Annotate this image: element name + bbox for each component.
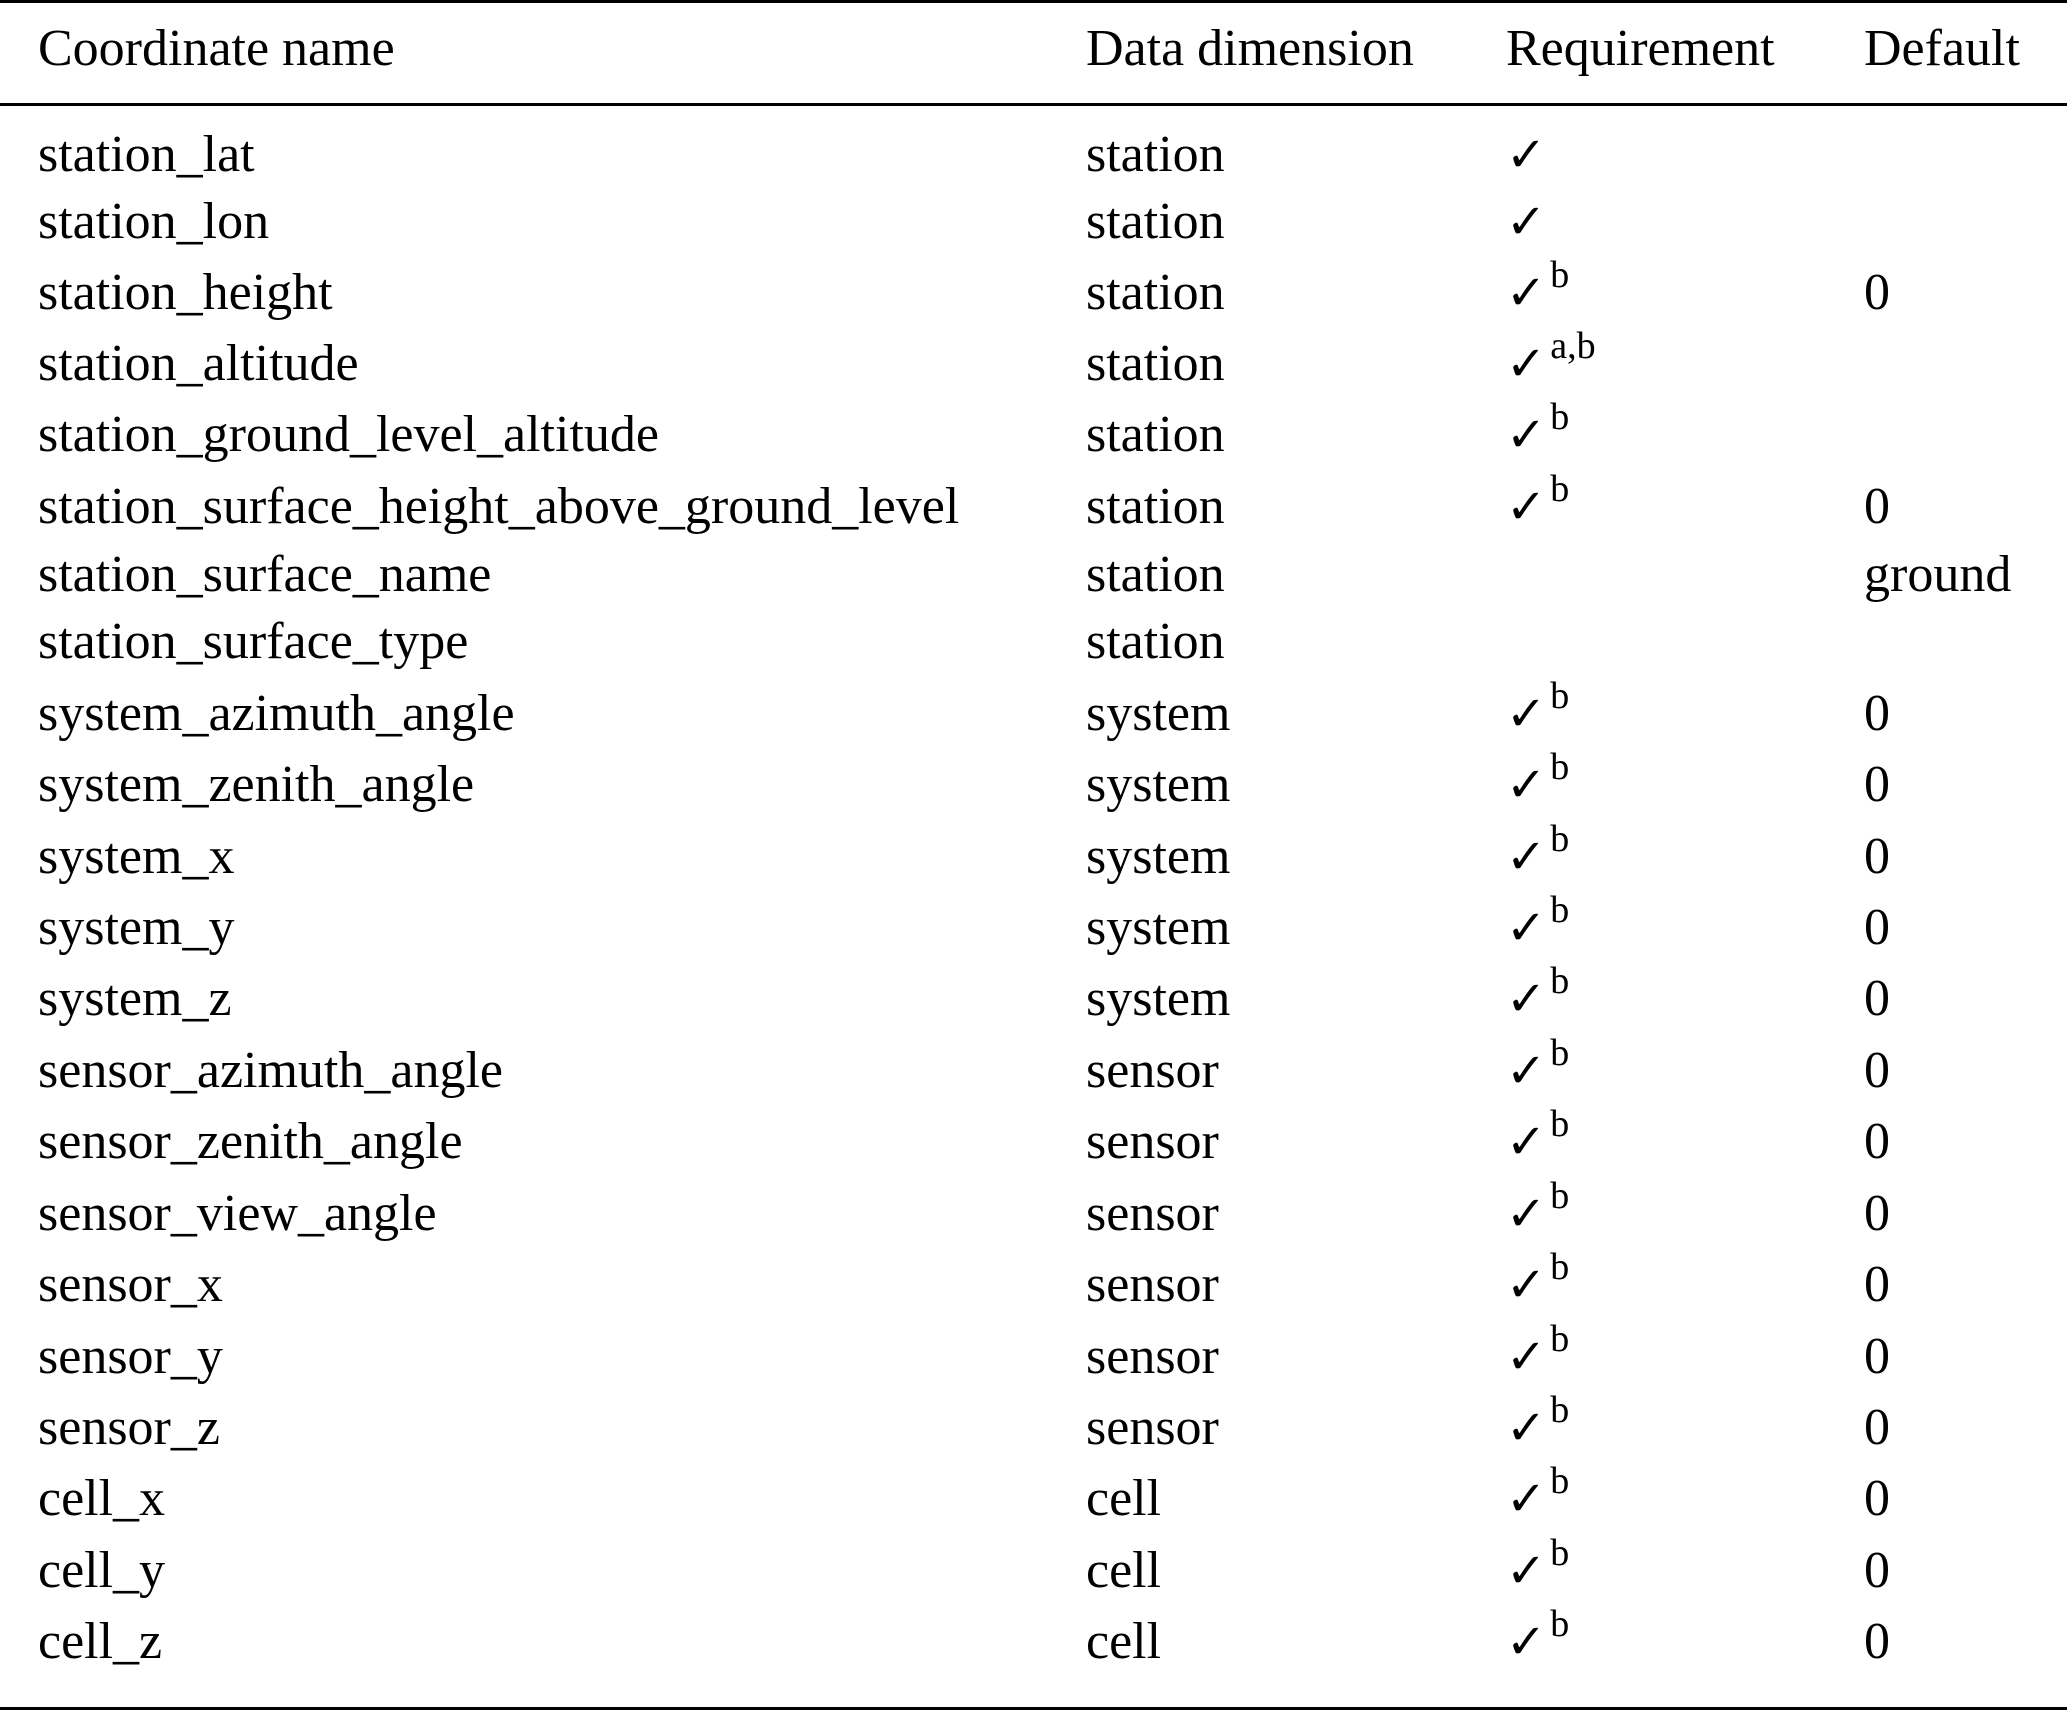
- row-coordinate-name: system_zenith_angle: [38, 756, 475, 813]
- row-requirement: [1506, 1389, 1570, 1462]
- row-coordinate-name: station_lat: [38, 126, 255, 183]
- row-requirement: [1506, 960, 1570, 1033]
- row-requirement: [1506, 1318, 1570, 1391]
- requirement-footnote-marker: b: [1550, 254, 1570, 296]
- checkmark-icon: ✓: [1506, 1257, 1547, 1313]
- checkmark-icon: ✓: [1506, 1186, 1547, 1242]
- row-default: 0: [1864, 1542, 1890, 1599]
- row-data-dimension: station: [1086, 406, 1225, 463]
- requirement-footnote-marker: b: [1550, 396, 1570, 438]
- row-default: 0: [1864, 1328, 1890, 1385]
- row-coordinate-name: station_height: [38, 264, 333, 321]
- row-data-dimension: station: [1086, 335, 1225, 392]
- row-default: 0: [1864, 899, 1890, 956]
- row-data-dimension: sensor: [1086, 1042, 1219, 1099]
- row-data-dimension: sensor: [1086, 1113, 1219, 1170]
- table-header-rule: [0, 103, 2067, 106]
- row-requirement: [1506, 468, 1570, 541]
- row-default: 0: [1864, 1613, 1890, 1670]
- row-data-dimension: cell: [1086, 1542, 1162, 1599]
- row-data-dimension: system: [1086, 685, 1231, 742]
- row-data-dimension: station: [1086, 264, 1225, 321]
- table-bottom-rule: [0, 1707, 2067, 1710]
- row-default: 0: [1864, 828, 1890, 885]
- requirement-footnote-marker: b: [1550, 960, 1570, 1002]
- row-coordinate-name: sensor_y: [38, 1328, 223, 1385]
- row-default: 0: [1864, 1399, 1890, 1456]
- row-coordinate-name: sensor_azimuth_angle: [38, 1042, 503, 1099]
- row-coordinate-name: station_altitude: [38, 335, 359, 392]
- requirement-footnote-marker: a,b: [1550, 325, 1596, 367]
- row-requirement: [1506, 396, 1570, 469]
- requirement-footnote-marker: b: [1550, 818, 1570, 860]
- row-default: 0: [1864, 1256, 1890, 1313]
- checkmark-icon: ✓: [1506, 479, 1547, 535]
- requirement-footnote-marker: b: [1550, 746, 1570, 788]
- checkmark-icon: ✓: [1506, 971, 1547, 1027]
- requirement-footnote-marker: b: [1550, 1103, 1570, 1145]
- checkmark-icon: ✓: [1506, 265, 1547, 321]
- row-requirement: [1506, 1175, 1570, 1248]
- requirement-footnote-marker: b: [1550, 1246, 1570, 1288]
- row-data-dimension: station: [1086, 546, 1225, 603]
- row-coordinate-name: cell_x: [38, 1470, 166, 1527]
- row-coordinate-name: system_azimuth_angle: [38, 685, 515, 742]
- checkmark-icon: ✓: [1506, 194, 1547, 250]
- row-default: 0: [1864, 756, 1890, 813]
- row-default: 0: [1864, 478, 1890, 535]
- row-requirement: [1506, 1603, 1570, 1676]
- checkmark-icon: ✓: [1506, 1614, 1547, 1670]
- row-coordinate-name: sensor_view_angle: [38, 1185, 437, 1242]
- row-data-dimension: sensor: [1086, 1328, 1219, 1385]
- checkmark-icon: ✓: [1506, 1114, 1547, 1170]
- requirement-footnote-marker: b: [1550, 1389, 1570, 1431]
- row-data-dimension: station: [1086, 478, 1225, 535]
- checkmark-icon: ✓: [1506, 407, 1547, 463]
- table-top-rule: [0, 0, 2067, 3]
- checkmark-icon: ✓: [1506, 686, 1547, 742]
- checkmark-icon: ✓: [1506, 900, 1547, 956]
- row-data-dimension: sensor: [1086, 1256, 1219, 1313]
- row-coordinate-name: station_lon: [38, 193, 270, 250]
- header-requirement: Requirement: [1506, 20, 1775, 77]
- checkmark-icon: ✓: [1506, 1400, 1547, 1456]
- row-default: 0: [1864, 264, 1890, 321]
- row-coordinate-name: sensor_x: [38, 1256, 223, 1313]
- row-requirement: [1506, 254, 1570, 327]
- header-data-dimension: Data dimension: [1086, 20, 1414, 77]
- row-coordinate-name: station_surface_name: [38, 546, 492, 603]
- row-coordinate-name: sensor_z: [38, 1399, 220, 1456]
- row-requirement: [1506, 746, 1570, 819]
- row-requirement: [1506, 889, 1570, 962]
- row-requirement: [1506, 1460, 1570, 1533]
- checkmark-icon: ✓: [1506, 336, 1547, 392]
- row-coordinate-name: system_y: [38, 899, 235, 956]
- requirement-footnote-marker: b: [1550, 1318, 1570, 1360]
- row-default: ground: [1864, 546, 2012, 603]
- row-requirement: [1506, 818, 1570, 891]
- row-data-dimension: sensor: [1086, 1399, 1219, 1456]
- row-default: 0: [1864, 1470, 1890, 1527]
- row-coordinate-name: station_surface_type: [38, 613, 469, 670]
- checkmark-icon: ✓: [1506, 1329, 1547, 1385]
- row-data-dimension: system: [1086, 899, 1231, 956]
- row-data-dimension: station: [1086, 613, 1225, 670]
- row-coordinate-name: station_surface_height_above_ground_level: [38, 478, 960, 535]
- row-data-dimension: system: [1086, 970, 1231, 1027]
- row-requirement: [1506, 1032, 1570, 1105]
- header-coordinate-name: Coordinate name: [38, 20, 395, 77]
- row-coordinate-name: cell_y: [38, 1542, 166, 1599]
- row-requirement: [1506, 125, 1546, 185]
- row-data-dimension: sensor: [1086, 1185, 1219, 1242]
- header-default: Default: [1864, 20, 2020, 77]
- row-coordinate-name: system_z: [38, 970, 232, 1027]
- row-requirement: [1506, 675, 1570, 748]
- row-data-dimension: cell: [1086, 1613, 1162, 1670]
- checkmark-icon: ✓: [1506, 829, 1547, 885]
- requirement-footnote-marker: b: [1550, 1460, 1570, 1502]
- row-data-dimension: cell: [1086, 1470, 1162, 1527]
- row-requirement: [1506, 1532, 1570, 1605]
- row-data-dimension: system: [1086, 828, 1231, 885]
- row-requirement: [1506, 192, 1546, 252]
- checkmark-icon: ✓: [1506, 757, 1547, 813]
- requirement-footnote-marker: b: [1550, 1532, 1570, 1574]
- checkmark-icon: ✓: [1506, 1543, 1547, 1599]
- row-coordinate-name: station_ground_level_altitude: [38, 406, 659, 463]
- row-coordinate-name: cell_z: [38, 1613, 163, 1670]
- requirement-footnote-marker: b: [1550, 1032, 1570, 1074]
- row-requirement: [1506, 1103, 1570, 1176]
- requirement-footnote-marker: b: [1550, 468, 1570, 510]
- requirement-footnote-marker: b: [1550, 889, 1570, 931]
- row-requirement: [1506, 325, 1596, 398]
- row-default: 0: [1864, 1185, 1890, 1242]
- requirement-footnote-marker: b: [1550, 675, 1570, 717]
- row-default: 0: [1864, 1042, 1890, 1099]
- row-default: 0: [1864, 1113, 1890, 1170]
- row-data-dimension: station: [1086, 126, 1225, 183]
- checkmark-icon: ✓: [1506, 1043, 1547, 1099]
- row-coordinate-name: sensor_zenith_angle: [38, 1113, 463, 1170]
- requirement-footnote-marker: b: [1550, 1603, 1570, 1645]
- row-data-dimension: station: [1086, 193, 1225, 250]
- row-default: 0: [1864, 970, 1890, 1027]
- row-data-dimension: system: [1086, 756, 1231, 813]
- row-default: 0: [1864, 685, 1890, 742]
- requirement-footnote-marker: b: [1550, 1175, 1570, 1217]
- row-requirement: [1506, 1246, 1570, 1319]
- checkmark-icon: ✓: [1506, 1471, 1547, 1527]
- checkmark-icon: ✓: [1506, 127, 1547, 183]
- row-coordinate-name: system_x: [38, 828, 235, 885]
